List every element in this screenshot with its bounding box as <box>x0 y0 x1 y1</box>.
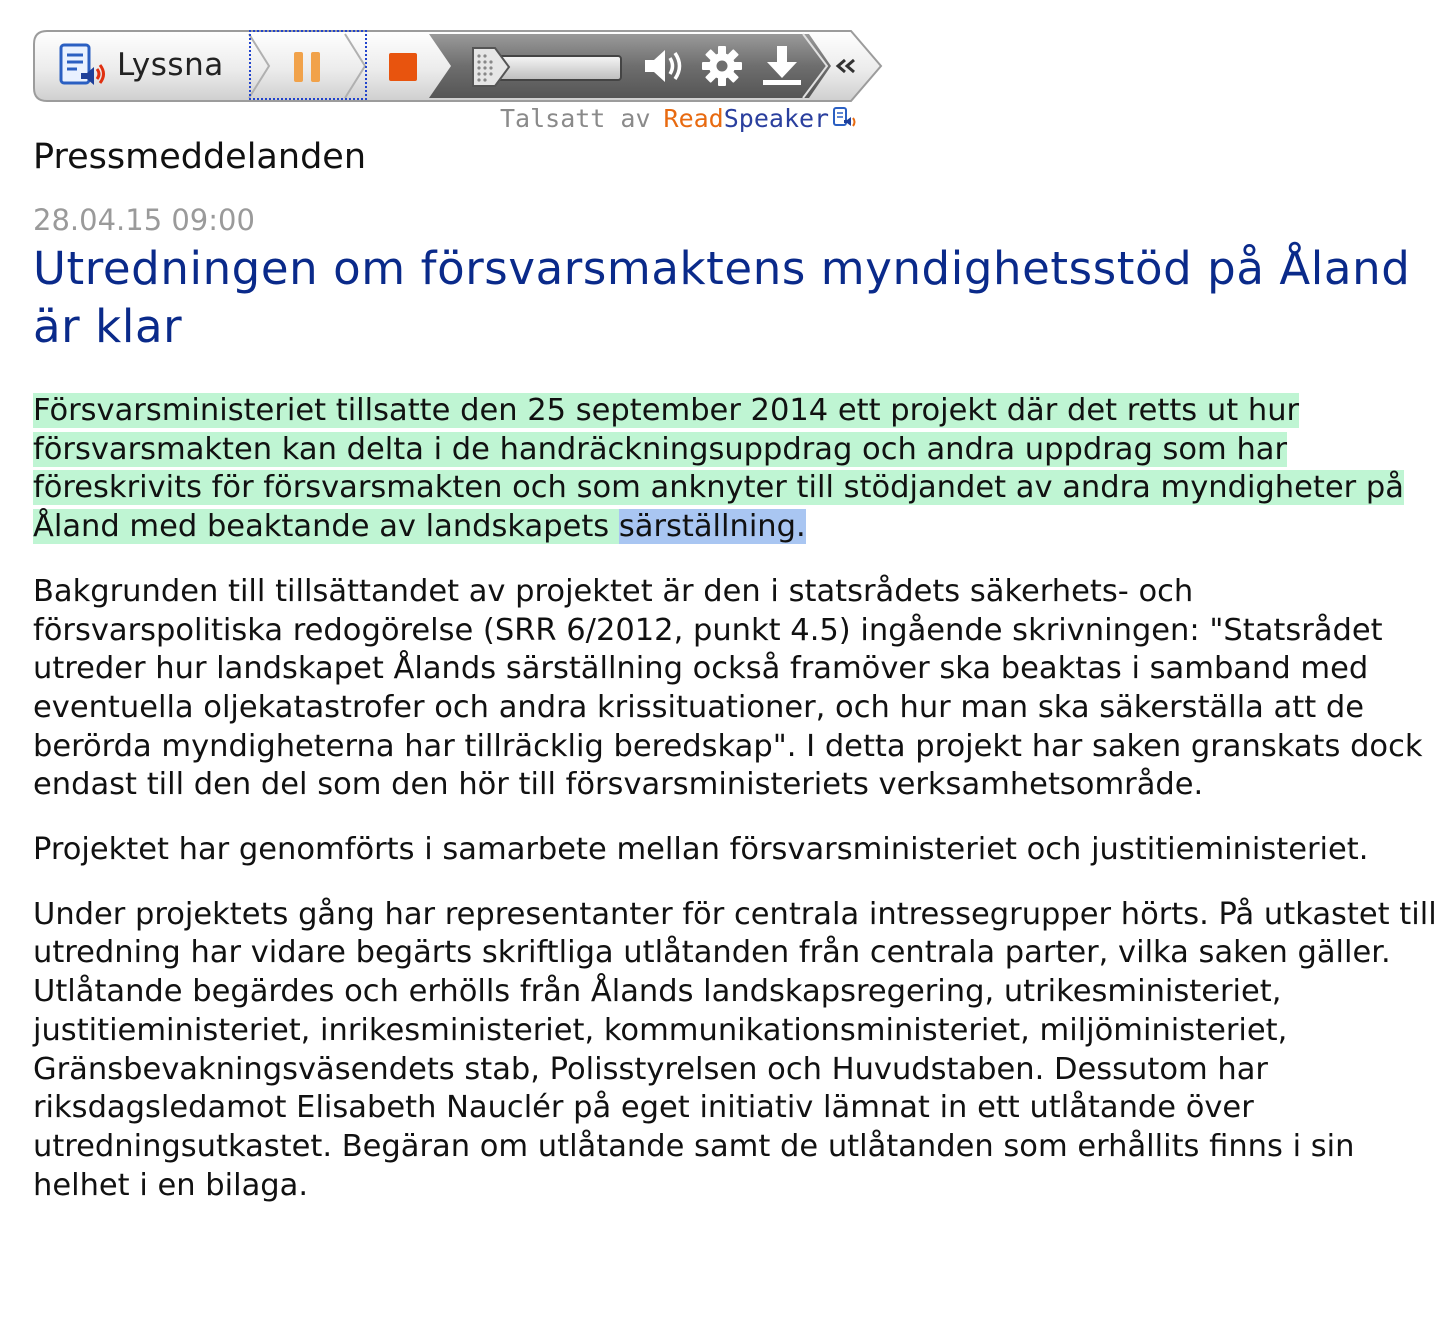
listen-label: Lyssna <box>117 47 224 83</box>
pause-button[interactable] <box>249 30 369 102</box>
article-body <box>33 392 1451 1231</box>
download-icon <box>755 40 809 92</box>
section-title: Pressmeddelanden <box>33 137 366 177</box>
reading-word-highlight: särställning. <box>618 509 806 545</box>
volume-button[interactable] <box>639 40 689 92</box>
stop-icon <box>373 34 453 98</box>
press-release-timestamp: 28.04.15 09:00 <box>33 203 255 237</box>
page-title: Utredningen om försvarsmaktens myndighetsstöd på Åland är klar <box>33 242 1411 353</box>
article-paragraph-1 <box>33 392 1451 547</box>
pause-icon <box>249 30 369 102</box>
brand-speaker: Speaker <box>723 103 830 133</box>
article-paragraph-3: Projektet har genomförts i samarbete mellan försvarsministeriet och justitieministeriet. <box>33 832 1369 868</box>
article-paragraph-4: Under projektets gång har representanter för centrala intressegrupper hörts. På utkastet till utredning har vidare begärts skriftliga utlåtanden från centrala parter, vilka saken gäller. Utlåtande begärdes och erhölls från Ålands landskapsregering, utrikesministeriet, justitieministeriet, inrikesministeriet, kommunikationsministeriet, miljöministeriet, Gränsbevakningsväsendets stab, Polisstyrelsen och Huvudstaben. Dessutom har riksdagsledamot Elisabeth Nauclér på eget initiativ lämnat in ett utlåtande över utredningsutkastet. Begäran om utlåtande samt de utlåtanden som erhållits finns i sin helhet i en bilaga. <box>33 896 1437 1203</box>
stop-button[interactable] <box>373 34 453 98</box>
settings-button[interactable] <box>697 40 747 92</box>
listen-button[interactable] <box>35 32 249 98</box>
download-button[interactable] <box>755 40 809 92</box>
powered-by-readspeaker[interactable] <box>500 100 858 136</box>
article-paragraph-2: Bakgrunden till tillsättandet av projektet är den i statsrådets säkerhets- och försvarspolitiska redogörelse (SRR 6/2012, punkt 4.5) ingående skrivningen: "Statsrådet utreder hur landskapet Ålands särställning också framöver ska beaktas i samband med eventuella oljekatastrofer och andra krissituationer, och hur man ska säkerställa att de berörda myndigheterna har tillräcklig beredskap". I detta projekt har saken granskats dock endast till den del som den hör till försvarsministeriets verksamhetsområde. <box>33 573 1423 803</box>
progress-track <box>469 42 625 92</box>
powered-by-label: Talsatt av <box>500 103 651 133</box>
collapse-icon <box>823 40 877 92</box>
readspeaker-player <box>33 30 883 102</box>
collapse-button[interactable] <box>823 40 877 92</box>
brand-read: Read <box>663 103 724 133</box>
listen-icon <box>55 39 107 91</box>
settings-icon <box>697 40 747 92</box>
readspeaker-logo-icon <box>832 105 858 131</box>
progress-slider[interactable] <box>469 42 625 92</box>
reading-sentence-highlight: Försvarsministeriet tillsatte den 25 september 2014 ett projekt där det retts ut hur försvarsmakten kan delta i de handräckningsuppdrag och andra uppdrag som har föreskrivits för försvarsmakten och som anknyter till stödjandet av andra myndigheter på Åland med beaktande av landskapets <box>33 393 1404 545</box>
volume-icon <box>639 40 689 92</box>
